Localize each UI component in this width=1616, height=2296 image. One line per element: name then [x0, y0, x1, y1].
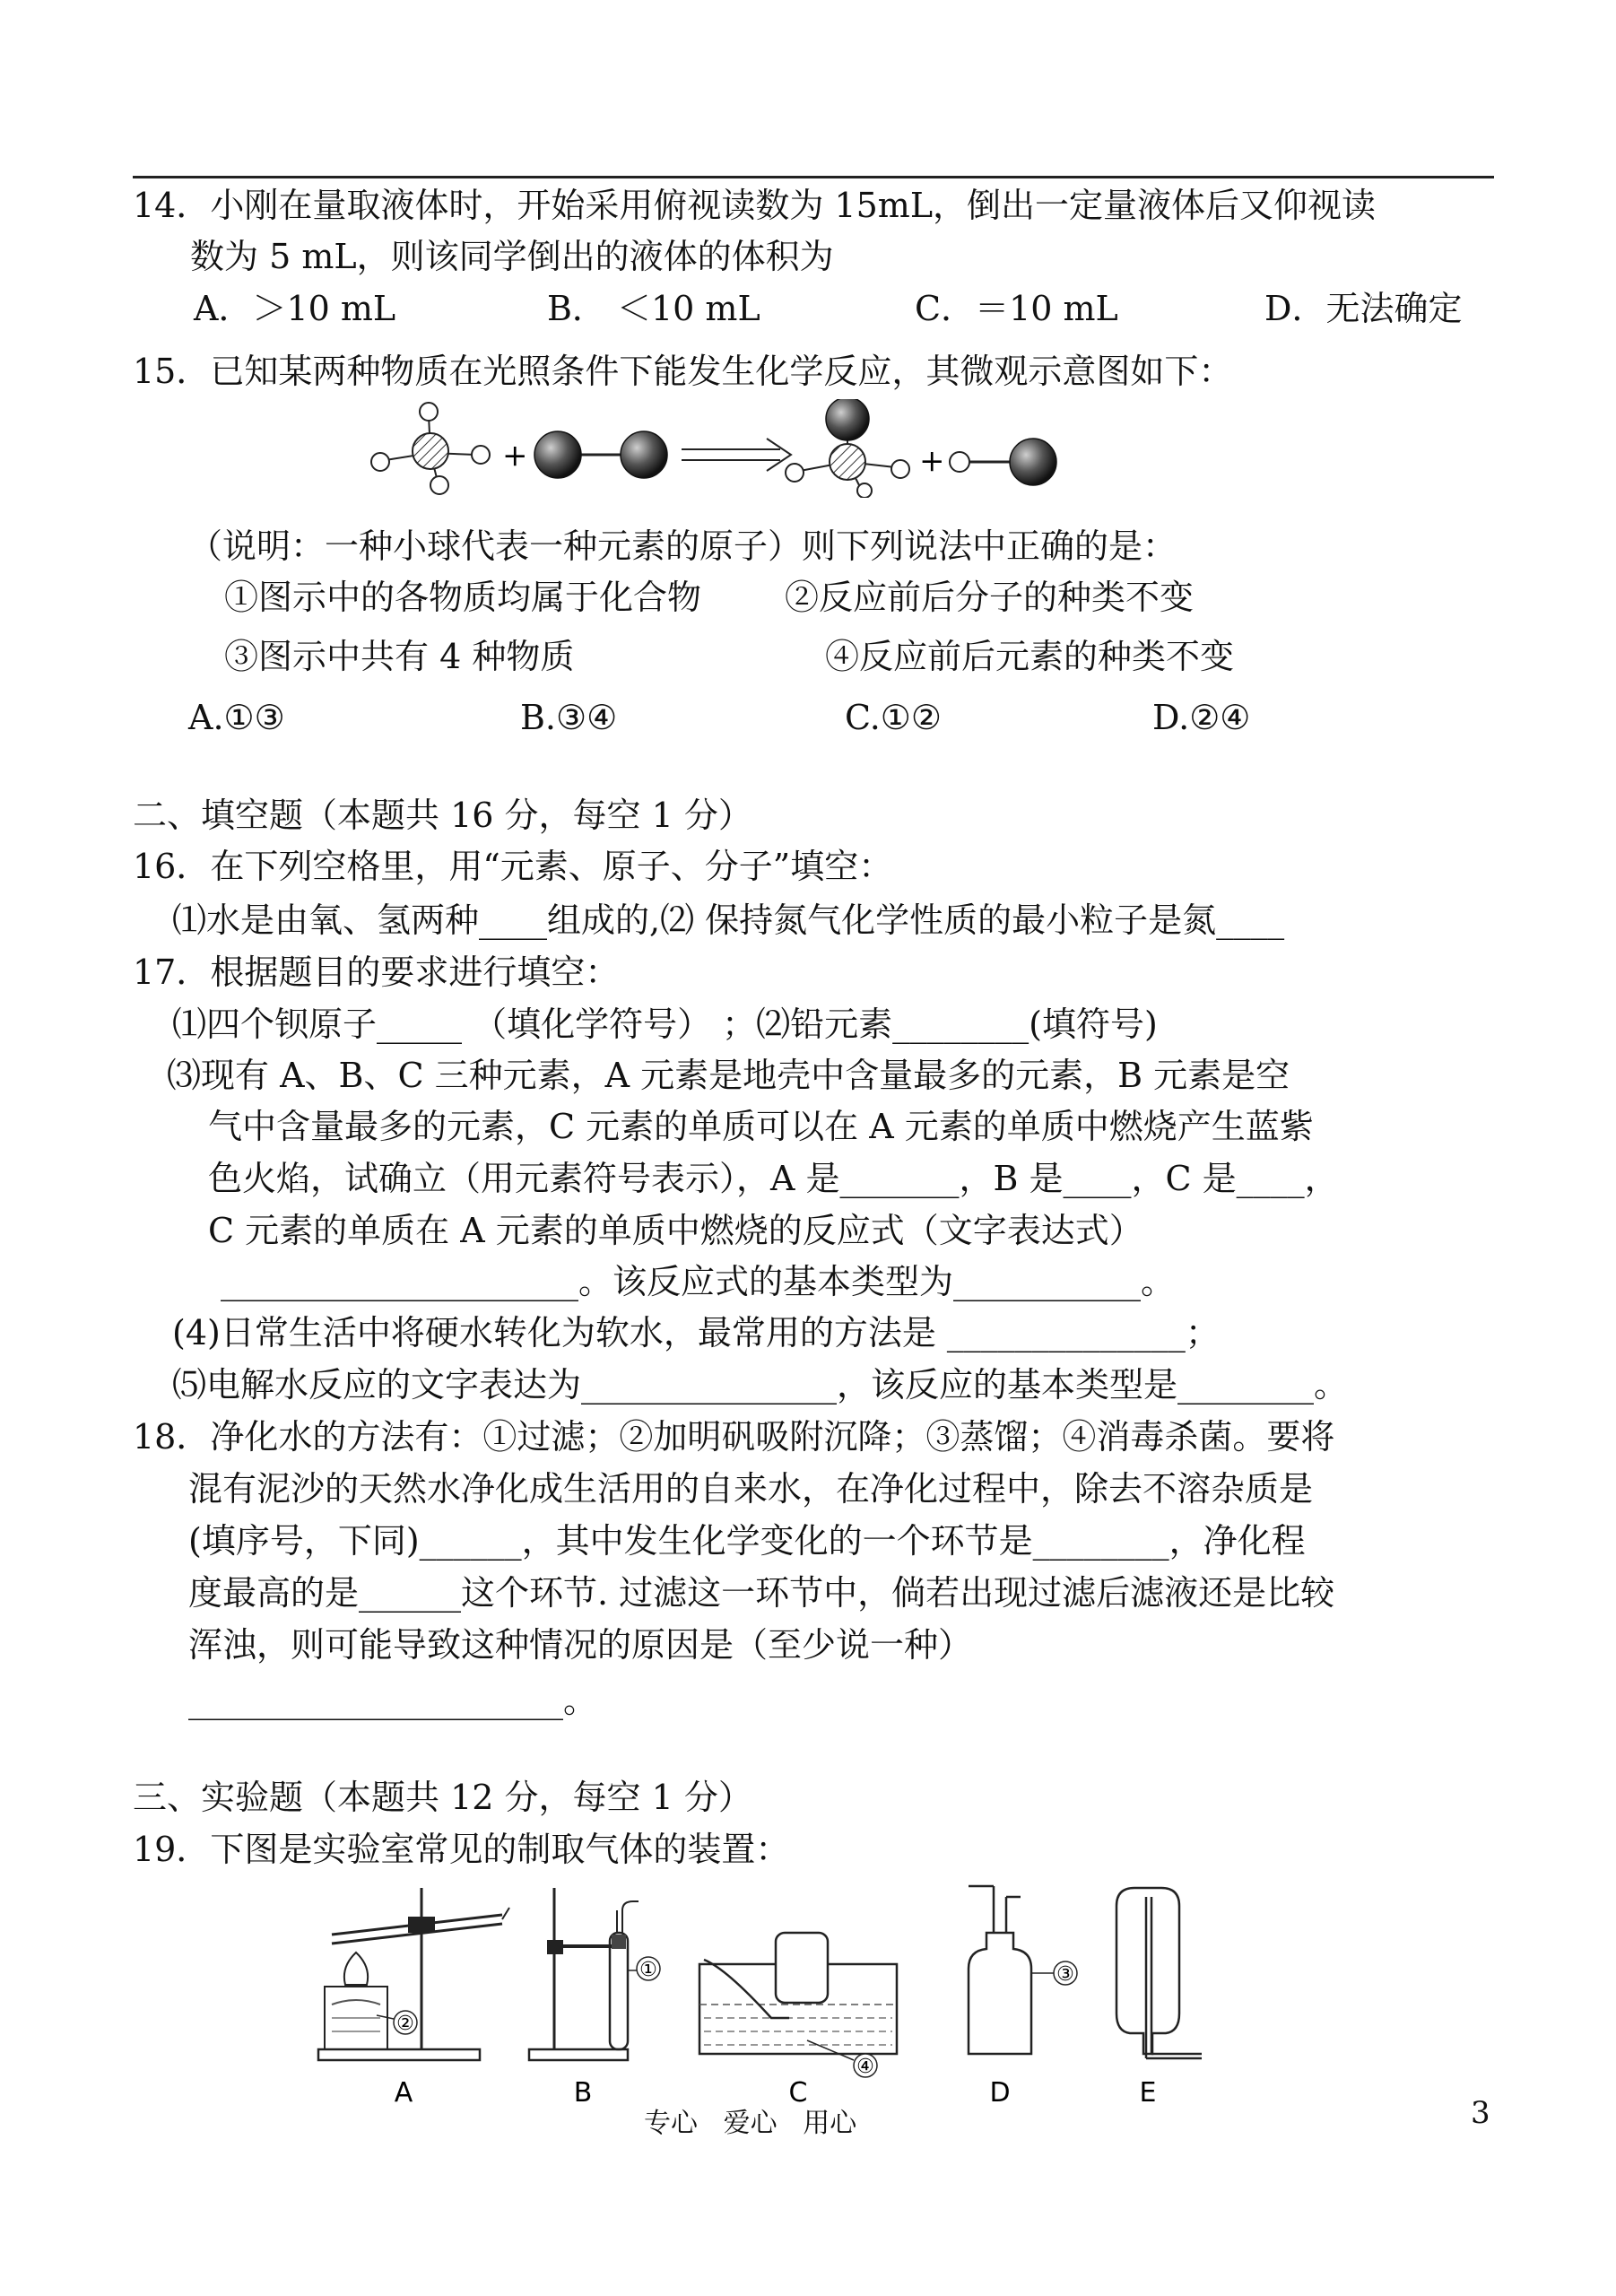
q14-option-c: C．＝10 mL [915, 289, 1118, 328]
q18-line6: ______________________。 [188, 1681, 598, 1720]
q18-line4: 度最高的是______这个环节. 过滤这一环节中，倘若出现过滤后滤液还是比较 [188, 1573, 1335, 1613]
reaction-diagram [359, 399, 1130, 498]
apparatus-c [699, 1933, 897, 2109]
q18-line3: (填序号，下同)______，其中发生化学变化的一个环节是________，净化程 [188, 1521, 1306, 1561]
plus-sign-2: + [919, 443, 945, 479]
apparatus-e [1116, 1888, 1202, 2109]
label-c: C [788, 2077, 808, 2109]
footer-motto: 专心 爱心 用心 [644, 2108, 857, 2139]
marker-4: ④ [856, 2056, 874, 2078]
q19-line1: 19．下图是实验室常见的制取气体的装置： [133, 1830, 790, 1869]
q18-line2: 混有泥沙的天然水净化成生活用的自来水，在净化过程中，除去不溶杂质是 [188, 1469, 1314, 1509]
label-a: A [394, 2077, 413, 2109]
label-e: E [1139, 2077, 1157, 2109]
q17-line9: ⑸电解水反应的文字表达为_______________，该反应的基本类型是________。 [172, 1365, 1349, 1405]
product-molecule-1 [786, 399, 909, 498]
reactant-molecule-1 [371, 403, 490, 494]
apparatus-a [318, 1888, 509, 2109]
apparatus-diagram [305, 1870, 1363, 2121]
reaction-arrow [682, 439, 791, 471]
apparatus-b [529, 1888, 660, 2109]
q15-option-c: C.①② [845, 698, 942, 737]
label-b: B [573, 2077, 593, 2109]
header-rule [133, 176, 1494, 178]
section-3-heading: 三、实验题（本题共 12 分，每空 1 分） [133, 1778, 752, 1817]
q14-line1: 14．小刚在量取液体时，开始采用俯视读数为 15mL，倒出一定量液体后又仰视读 [133, 186, 1377, 225]
q15-statement-1: ①图示中的各物质均属于化合物 [224, 578, 702, 617]
q17-line1: 17．根据题目的要求进行填空： [133, 952, 620, 992]
q18-line1: 18．净化水的方法有：①过滤；②加明矾吸附沉降；③蒸馏；④消毒杀菌。要将 [133, 1417, 1335, 1457]
page-number: 3 [1471, 2095, 1490, 2131]
q14-option-d: D．无法确定 [1264, 289, 1463, 328]
section-2-heading: 二、填空题（本题共 16 分，每空 1 分） [133, 796, 752, 835]
q17-line3: ⑶现有 A、B、C 三种元素，A 元素是地壳中含量最多的元素，B 元素是空 [167, 1056, 1290, 1095]
q16-line1: 16．在下列空格里，用“元素、原子、分子”填空： [133, 847, 893, 886]
q18-line5: 浑浊，则可能导致这种情况的原因是（至少说一种） [188, 1625, 973, 1665]
q15-statement-4: ④反应前后元素的种类不变 [825, 637, 1235, 676]
q17-line7: _____________________。该反应式的基本类型为___________。 [221, 1262, 1176, 1301]
apparatus-d [969, 1886, 1077, 2109]
q15-line1: 15．已知某两种物质在光照条件下能发生化学反应，其微观示意图如下： [133, 352, 1233, 391]
q15-statement-3: ③图示中共有 4 种物质 [224, 637, 575, 676]
q17-line8: (4)日常生活中将硬水转化为软水，最常用的方法是 ______________； [172, 1313, 1220, 1352]
marker-1: ① [639, 1959, 657, 1981]
product-molecule-2 [950, 439, 1056, 485]
label-d: D [989, 2077, 1011, 2109]
q15-note: （说明：一种小球代表一种元素的原子）则下列说法中正确的是： [188, 526, 1177, 566]
q15-option-a: A.①③ [188, 698, 285, 737]
q14-option-a: A．＞10 mL [194, 289, 396, 328]
q17-line2: ⑴四个钡原子_____ （填化学符号） ；⑵铅元素________(填符号) [172, 1004, 1158, 1044]
marker-3: ③ [1056, 1963, 1074, 1986]
marker-2: ② [396, 2013, 414, 2035]
q14-option-b: B． ＜10 mL [547, 289, 760, 328]
q15-statement-2: ②反应前后分子的种类不变 [785, 578, 1195, 617]
q17-line5: 色火焰，试确立（用元素符号表示），A 是_______，B 是____，C 是____， [208, 1159, 1339, 1198]
q17-line4: 气中含量最多的元素，C 元素的单质可以在 A 元素的单质中燃烧产生蓝紫 [208, 1107, 1314, 1146]
reactant-molecule-2 [534, 431, 667, 478]
q15-option-b: B.③④ [520, 698, 618, 737]
plus-sign-1: + [502, 438, 528, 474]
q17-line6: C 元素的单质在 A 元素的单质中燃烧的反应式（文字表达式） [208, 1211, 1143, 1250]
q15-option-d: D.②④ [1152, 698, 1251, 737]
q14-line2: 数为 5 mL，则该同学倒出的液体的体积为 [190, 237, 834, 276]
q16-line2: ⑴水是由氧、氢两种____组成的,⑵ 保持氮气化学性质的最小粒子是氮____ [172, 900, 1285, 940]
